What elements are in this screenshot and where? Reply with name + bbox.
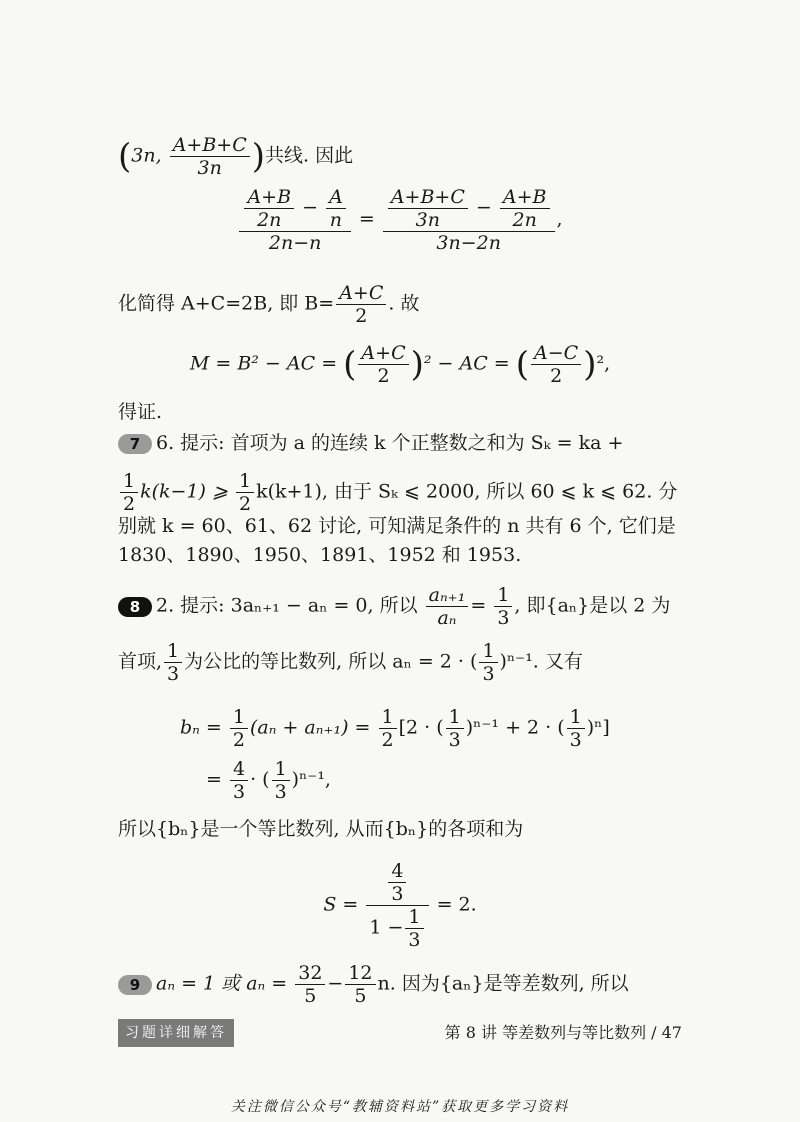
comma: , [556,208,563,230]
q8-equation-bn-2: = $\frac{4}{3}$ · ( $\frac{1}{3}$ )ⁿ⁻¹, [206,758,331,803]
fraction: $\frac{4}{3}$ 1 − $\frac{1}{3}$ [366,860,428,951]
text: M = B² − AC = [189,352,338,375]
text: . 故 [388,292,420,315]
fraction-left: $\frac{A+B}{2n}$ − $\frac{A}{n}$ 2n−n [239,186,350,254]
section-tag: 习题详细解答 [118,1019,234,1047]
watermark-note: 关注微信公众号“教辅资料站”获取更多学习资料 [230,1099,570,1115]
fraction-right: $\frac{A+B+C}{3n}$ − $\frac{A+B}{2n}$ 3n−2n [383,186,555,254]
q8-line-1: 8 2. 提示: 3aₙ₊₁ − aₙ = 0, 所以 $\frac{\text{aₙ₊₁}}{\text{aₙ}}$ = $\frac{1}{3}$ , 即{aₙ}是以 2 为 [118,584,682,629]
q7-line-1 [118,429,682,457]
paren: ) [251,136,266,177]
q7-line-3: 别就 k = 60、61、62 讨论, 可知满足条件的 n 共有 6 个, 它们是 [118,515,676,537]
fraction: $\frac{A+C}{2}$ [358,342,408,387]
question-badge-7: 7 [118,434,152,454]
q8-sum-equation: S = $\frac{4}{3}$ 1 − $\frac{1}{3}$ = 2. [323,860,477,951]
text: 6. 提示: 首项为 a 的连续 k 个正整数之和为 Sₖ = ka + [156,432,624,454]
text: ², [596,352,611,375]
text: 化简得 A+C=2B, 即 B= [118,292,335,315]
para-simplify [118,282,682,327]
equals-sign: = [358,208,375,230]
q7-line-2: $\frac{1}{2}$ k(k−1) ⩾ $\frac{1}{2}$ k(k+1), 由于 Sₖ ⩽ 2000, 所以 60 ⩽ k ⩽ 62. 分 [118,470,682,515]
question-badge-8: 8 [118,597,152,617]
para-proven: 得证. [118,401,163,423]
equation-2: M = B² − AC = ( $\frac{A+C}{2}$ )² − AC = ( $\frac{A-C}{2}$ )², [189,342,611,387]
text: 共线. 因此 [265,144,354,167]
q7-line-4: 1830、1890、1950、1891、1952 和 1953. [118,544,522,566]
fraction: $\frac{A-C}{2}$ [531,342,581,387]
text: ² − AC = [423,352,510,375]
q9-line-1: 9 aₙ = 1 或 aₙ = $\frac{32}{5}$ − $\frac{12}{5}$ n. 因为{aₙ}是等差数列, 所以 [118,962,682,1007]
text: 3n, [131,144,162,167]
para-collinear [118,134,682,179]
q8-line-2: 首项, $\frac{1}{3}$ 为公比的等比数列, 所以 aₙ = 2 · ( $\frac{1}{3}$ )ⁿ⁻¹. 又有 [118,640,583,685]
q8-equation-bn: bₙ = $\frac{1}{2}$ (aₙ + aₙ₊₁) = $\frac{1}{2}$ [2 · ( $\frac{1}{3}$ )ⁿ⁻¹ + 2 · ( $\frac{1}{3}$ )ⁿ] [180,706,610,751]
fraction: $\frac{A+B+C}{3n}$ [170,134,250,179]
paren: ( [118,136,132,177]
fraction: $\frac{A+C}{2}$ [336,282,386,327]
question-badge-9: 9 [118,975,152,995]
q8-line-3: 所以{bₙ}是一个等比数列, 从而{bₙ}的各项和为 [118,818,524,840]
page-footer: 第 8 讲 等差数列与等比数列 / 47 [444,1023,682,1042]
equation-1 [118,186,682,254]
